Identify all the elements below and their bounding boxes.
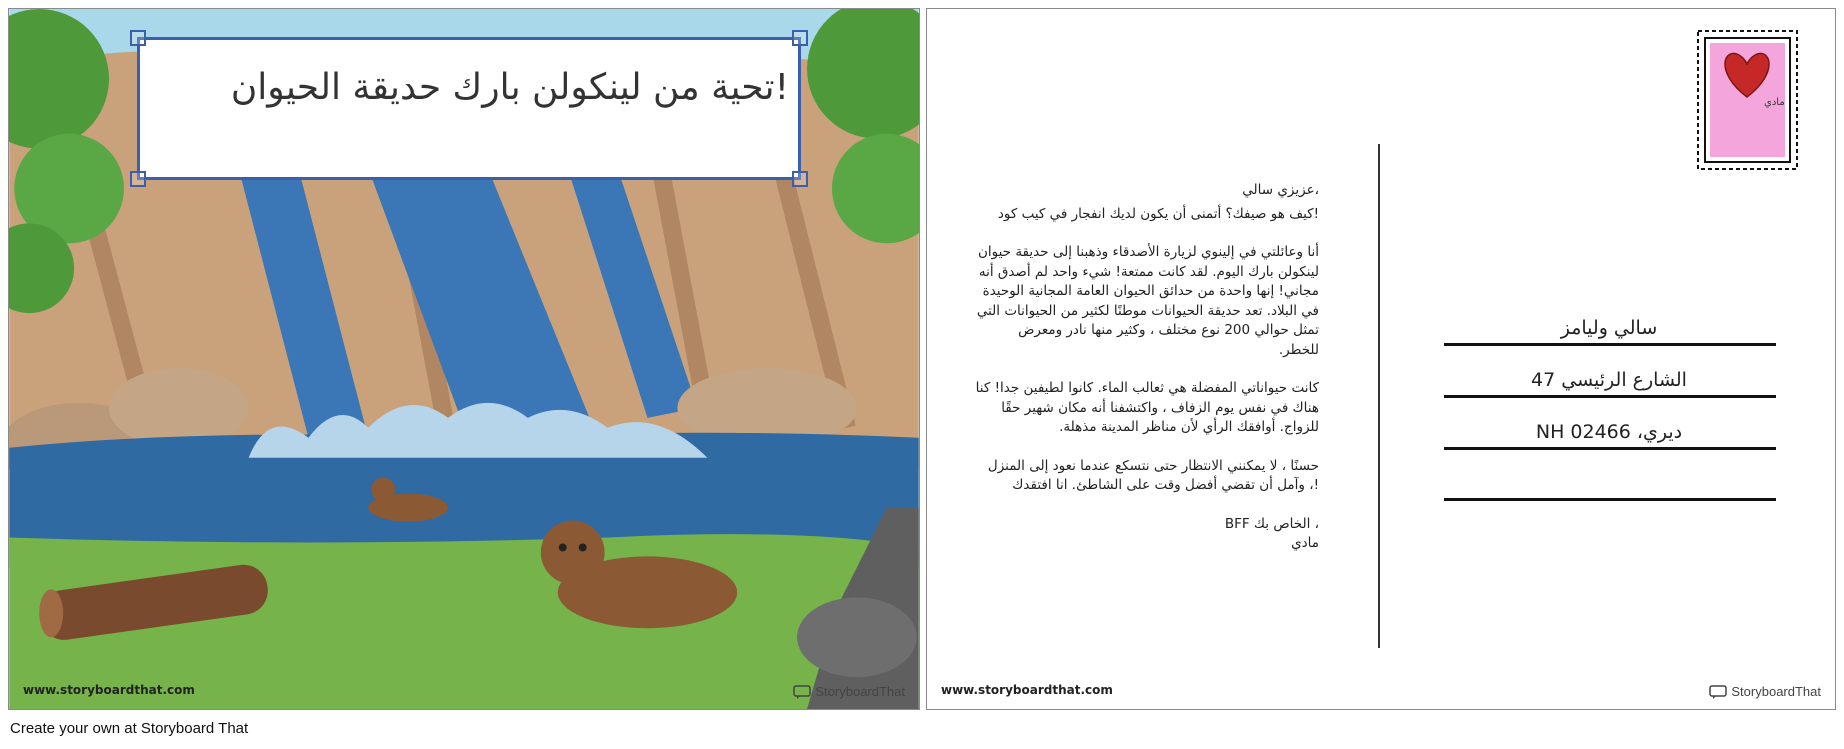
letter-paragraph-1: أنا وعائلتي في إلينوي لزيارة الأصدقاء وذهبنا إلى حديقة حيوان لينكولن بارك اليوم. لقد كانت ممتعة! شيء واحد لم أصدق أنه مجاني! إنها واحدة من حدائق الحيوان العامة المجانية الوحيدة في البلاد. تعد حديقة الحيوانات موطنًا لكثير من الحيوانات التي تمثل حوالي 200 نوع مختلف ، وكثير منها نادر ومعرض للخطر. (976, 244, 1319, 358)
site-url: www.storyboardthat.com (941, 683, 1113, 697)
letter-paragraph-3: حسنًا ، لا يمكنني الانتظار حتى نتسكع عندما نعود إلى المنزل !، وآمل أن تقضي أفضل وقت على الشاطئ. انا افتقدك (987, 457, 1319, 493)
letter-signature: مادي (1291, 535, 1319, 551)
address-name: سالي وليامز (1560, 317, 1658, 339)
stamp-text: مادي (1764, 97, 1785, 108)
resize-handle[interactable] (130, 171, 146, 187)
storyboard-logo-icon (793, 685, 811, 699)
letter-paragraph-2: كانت حيواناتي المفضلة هي ثعالب الماء. كانوا لطيفين جدا! كنا هناك في نفس يوم الزفاف ، واكتشفنا أنه مكان شهير حقًا للزواج. أوافقك الرأي لأن مناظر المدينة مذهلة. (975, 380, 1319, 435)
postcard-front (8, 8, 920, 710)
address-city: ديري، NH 02466 (1535, 421, 1683, 443)
brand-text: StoryboardThat (1731, 684, 1821, 699)
postcard-title: !تحية من لينكولن بارك حديقة الحيوان (230, 67, 789, 108)
brand-text: StoryboardThat (815, 684, 905, 699)
letter-closing: ، الخاص بك BFF (1224, 515, 1319, 532)
letter-greeting: ،عزيزي سالي (1242, 182, 1319, 198)
storyboard-logo-icon (1709, 685, 1727, 699)
title-box[interactable] (137, 37, 801, 180)
brand-logo (1709, 684, 1821, 699)
resize-handle[interactable] (792, 30, 808, 46)
letter-line1: !كيف هو صيفك؟ أتمنى أن يكون لديك انفجار في كيب كود (997, 205, 1319, 222)
brand-logo (793, 684, 905, 699)
postcard-back (926, 8, 1836, 710)
site-url: www.storyboardthat.com (23, 683, 195, 697)
address-rule (1444, 395, 1776, 398)
postage-stamp (1694, 27, 1801, 173)
address-rule (1444, 343, 1776, 346)
address-rule (1444, 498, 1776, 501)
resize-handle[interactable] (130, 30, 146, 46)
address-rule (1444, 447, 1776, 450)
divider-line (1378, 144, 1380, 648)
storyboard-caption-link[interactable]: Create your own at Storyboard That (10, 720, 249, 737)
resize-handle[interactable] (792, 171, 808, 187)
address-street: الشارع الرئيسي 47 (1531, 369, 1687, 391)
letter-body (975, 181, 1319, 573)
